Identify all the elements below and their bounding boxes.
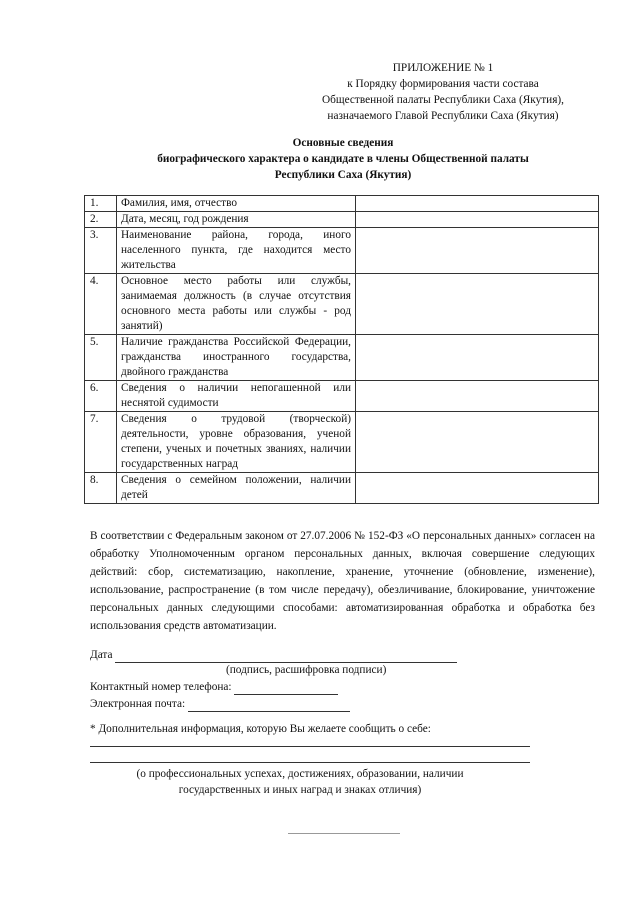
row-number: 3. (85, 228, 117, 274)
hint-line-1: (о профессиональных успехах, достижениях, образовании, наличии (136, 768, 464, 780)
row-value-field[interactable] (356, 335, 599, 381)
table-row (85, 381, 599, 412)
title-line-2: биографического характера о кандидате в члены Общественной палаты (157, 153, 529, 165)
phone-line (90, 680, 338, 695)
table-row (85, 473, 599, 504)
row-value-field[interactable] (356, 473, 599, 504)
email-field[interactable] (188, 698, 350, 712)
hint-line-2: государственных и иных наград и знаках отличия) (178, 784, 422, 796)
row-value-field[interactable] (356, 196, 599, 212)
email-label: Электронная почта: (90, 698, 186, 710)
additional-info-label: * Дополнительная информация, которую Вы желаете сообщить о себе: (90, 723, 431, 735)
appendix-line-2: Общественной палаты Республики Саха (Якутия), (321, 94, 565, 106)
appendix-line-1: к Порядку формирования части состава (347, 78, 539, 90)
row-value-field[interactable] (356, 212, 599, 228)
additional-info-line-2[interactable] (90, 762, 530, 763)
row-number: 2. (85, 212, 117, 228)
date-line (90, 648, 457, 663)
phone-field[interactable] (234, 681, 338, 695)
row-label: Наименование района, города, иного населенного пункта, где находится место жительства (117, 228, 356, 274)
row-value-field[interactable] (356, 381, 599, 412)
appendix-header (290, 60, 596, 124)
table-row (85, 212, 599, 228)
signature-caption: (подпись, расшифровка подписи) (226, 664, 387, 676)
table-row (85, 274, 599, 335)
candidate-info-table (84, 195, 599, 504)
row-number: 4. (85, 274, 117, 335)
document-title (90, 135, 596, 183)
title-line-1: Основные сведения (292, 137, 394, 149)
table-row (85, 228, 599, 274)
email-line (90, 697, 350, 712)
row-number: 7. (85, 412, 117, 473)
row-value-field[interactable] (356, 274, 599, 335)
appendix-number: ПРИЛОЖЕНИЕ № 1 (392, 62, 494, 74)
date-label: Дата (90, 649, 113, 661)
title-line-3: Республики Саха (Якутия) (274, 169, 412, 181)
row-number: 6. (85, 381, 117, 412)
row-label: Сведения о семейном положении, наличии детей (117, 473, 356, 504)
row-value-field[interactable] (356, 228, 599, 274)
row-label: Сведения о трудовой (творческой) деятельности, уровне образования, ученой степени, ученых и почетных званиях, наличии государственных наград (117, 412, 356, 473)
row-number: 1. (85, 196, 117, 212)
additional-info-hint (90, 766, 510, 798)
table-row (85, 196, 599, 212)
row-label: Сведения о наличии непогашенной или неснятой судимости (117, 381, 356, 412)
row-label: Наличие гражданства Российской Федерации, гражданства иностранного государства, двойного гражданства (117, 335, 356, 381)
footer-divider (288, 833, 400, 834)
row-number: 5. (85, 335, 117, 381)
appendix-line-3: назначаемого Главой Республики Саха (Якутия) (327, 110, 559, 122)
row-label: Фамилия, имя, отчество (117, 196, 356, 212)
date-signature-field[interactable] (115, 649, 457, 663)
row-value-field[interactable] (356, 412, 599, 473)
table-row (85, 335, 599, 381)
additional-info-line-1[interactable] (90, 746, 530, 747)
row-label: Основное место работы или службы, занимаемая должность (в случае отсутствия основного места работы или службы - род занятий) (117, 274, 356, 335)
table-row (85, 412, 599, 473)
consent-text: В соответствии с Федеральным законом от 27.07.2006 № 152-ФЗ «О персональных данных» согласен на обработку Уполномоченным органом персональных данных, включая совершение следующих действий: сбор, систематизацию, накопление, хранение, уточнение (обновление, изменение), использование, распространение (в том числе передачу), обезличивание, блокирование, уничтожение персональных данных следующими способами: автоматизированная обработка и обработка без использования средств автоматизации. (90, 530, 595, 632)
phone-label: Контактный номер телефона: (90, 681, 232, 693)
row-label: Дата, месяц, год рождения (117, 212, 356, 228)
row-number: 8. (85, 473, 117, 504)
